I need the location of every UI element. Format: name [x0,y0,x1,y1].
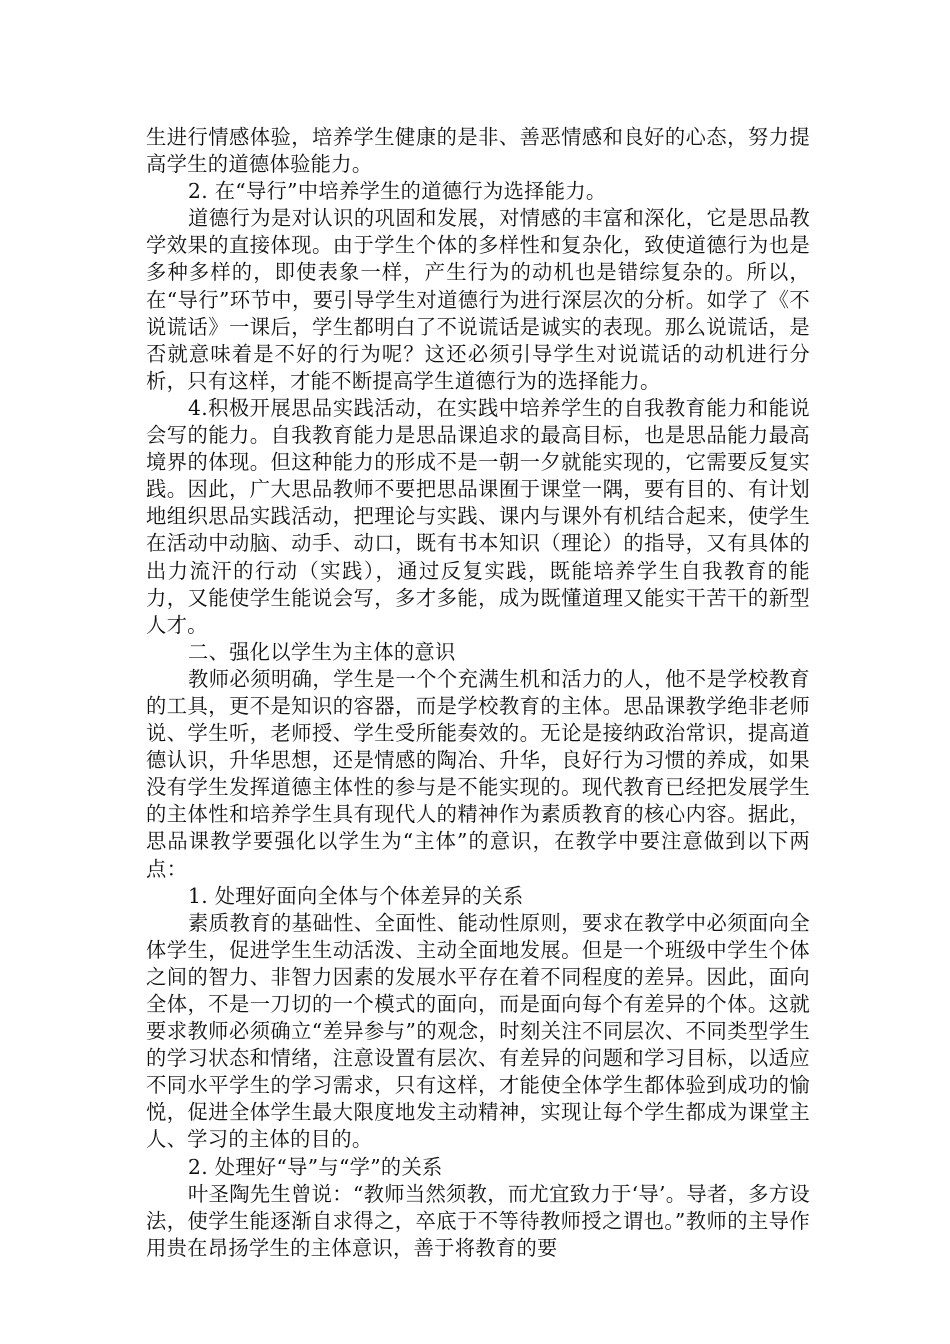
section-heading-student-subject: 二、强化以学生为主体的意识 [188,639,456,664]
heading-daoxing: 2. 在“导行”中培养学生的道德行为选择能力。 [188,179,607,204]
paragraph-student-subject: 教师必须明确，学生是一个个充满生机和活力的人，他不是学校教育的工具，更不是知识的容器，而是学校教育的主体。思品课教学绝非老师说、学生听，老师授、学生受所能奏效的。无论是接纳政治常识，提高道德认识，升华思想，还是情感的陶冶、升华，良好行为习惯的养成，如果没有学生发挥道德主体性的参与是不能实现的。现代教育已经把发展学生的主体性和培养学生具有现代人的精神作为素质教育的核心内容。据此，思品课教学要强化以学生为“主体”的意识，在教学中要注意做到以下两点： [146,666,810,881]
paragraph-moral-behavior: 道德行为是对认识的巩固和发展，对情感的丰富和深化，它是思品教学效果的直接体现。由于学生个体的多样性和复杂化，致使道德行为也是多种多样的，即使表象一样，产生行为的动机也是错综复杂的。所以，在“导行”环节中，要引导学生对道德行为进行深层次的分析。如学了《不说谎话》一课后，学生都明白了不说谎话是诚实的表现。那么说谎话，是否就意味着是不好的行为呢？这还必须引导学生对说谎话的动机进行分析，只有这样，才能不断提高学生道德行为的选择能力。 [146,206,810,393]
heading-guide-and-learn: 2. 处理好“导”与“学”的关系 [188,1154,443,1179]
paragraph-ye-shengtao-quote: 叶圣陶先生曾说：“教师当然须教，而尤宜致力于‘导’。导者，多方设法，使学生能逐渐自求得之，卒底于不等待教师授之谓也。”教师的主导作用贵在昂扬学生的主体意识，善于将教育的要 [146,1181,810,1260]
paragraph-continuation: 生进行情感体验，培养学生健康的是非、善恶情感和良好的心态，努力提高学生的道德体验能力。 [146,125,810,177]
heading-whole-and-individual: 1. 处理好面向全体与个体差异的关系 [188,883,524,908]
document-page [146,124,810,1262]
paragraph-quality-education: 素质教育的基础性、全面性、能动性原则，要求在教学中必须面向全体学生，促进学生生动活泼、主动全面地发展。但是一个班级中学生个体之间的智力、非智力因素的发展水平存在着不同程度的差异。因此，面向全体，不是一刀切的一个模式的面向，而是面向每个有差异的个体。这就要求教师必须确立“差异参与”的观念，时刻关注不同层次、不同类型学生的学习状态和情绪，注意设置有层次、有差异的问题和学习目标，以适应不同水平学生的学习需求，只有这样，才能使全体学生都体验到成功的愉悦，促进全体学生最大限度地发主动精神，实现让每个学生都成为课堂主人、学习的主体的目的。 [146,910,810,1152]
paragraph-practice-activities: 4.积极开展思品实践活动，在实践中培养学生的自我教育能力和能说会写的能力。自我教育能力是思品课追求的最高目标，也是思品能力最高境界的体现。但这种能力的形成不是一朝一夕就能实现的，它需要反复实践。因此，广大思品教师不要把思品课囿于课堂一隅，要有目的、有计划地组织思品实践活动，把理论与实践、课内与课外有机结合起来，使学生在活动中动脑、动手、动口，既有书本知识（理论）的指导，又有具体的出力流汗的行动（实践），通过反复实践，既能培养学生自我教育的能力，又能使学生能说会写，多才多能，成为既懂道理又能实干苦干的新型人才。 [146,395,810,637]
